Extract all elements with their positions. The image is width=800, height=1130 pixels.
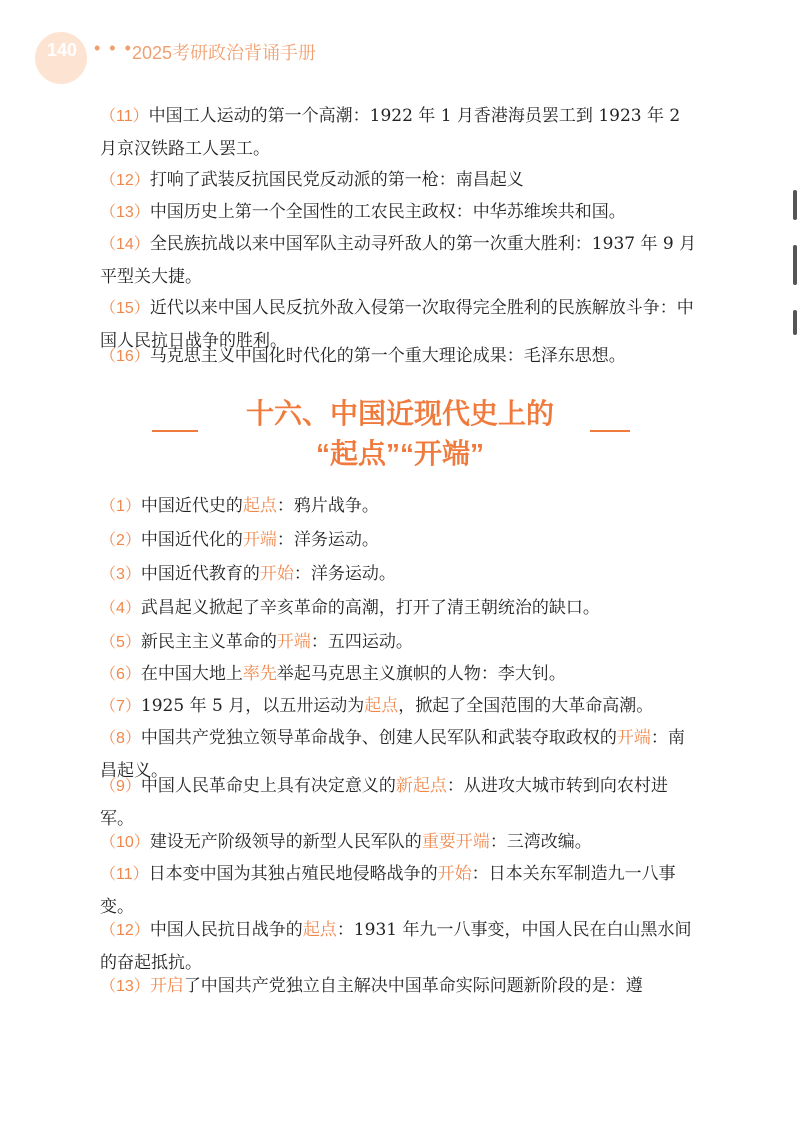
- item-text: 中国工人运动的第一个高潮：1922 年 1 月香港海员罢工到 1923 年 2 月京汉铁路工人罢工。: [100, 106, 681, 159]
- item-number: （5）: [100, 634, 141, 651]
- highlighted-term: 起点: [242, 496, 277, 516]
- item-number: （14）: [100, 236, 150, 253]
- item-text: ：鸦片战争。: [276, 496, 379, 516]
- item-number: （16）: [100, 348, 150, 365]
- item-number: （13）: [100, 978, 150, 995]
- item-number: （9）: [100, 778, 141, 795]
- item-text: 近代以来中国人民反抗外敌入侵第一次取得完全胜利的民族解放斗争：中国人民抗日战争的胜利。: [100, 298, 694, 351]
- item-text: 中国近代化的: [140, 530, 243, 550]
- item-text: ：南昌起义。: [100, 728, 685, 781]
- highlighted-term: 率先: [242, 664, 277, 684]
- item-text: ：洋务运动。: [276, 530, 379, 550]
- highlighted-term: 重要开端: [421, 832, 490, 852]
- item-text: 马克思主义中国化时代化的第一个重大理论成果：毛泽东思想。: [149, 346, 626, 366]
- book-title: 2025考研政治背诵手册: [132, 43, 317, 63]
- item-number: （8）: [100, 730, 141, 747]
- item-number: （1）: [100, 498, 141, 515]
- highlighted-term: 开始: [259, 564, 294, 584]
- highlighted-term: 开端: [616, 728, 651, 748]
- highlighted-term: 新起点: [395, 776, 447, 796]
- item-text: 武昌起义掀起了辛亥革命的高潮，打开了清王朝统治的缺口。: [140, 598, 600, 618]
- item-text: ：从进攻大城市转到向农村进军。: [100, 776, 668, 829]
- list-item: [100, 490, 700, 523]
- page-number: 140: [47, 40, 78, 60]
- list-item: [100, 558, 700, 591]
- highlighted-term: 起点: [364, 696, 399, 716]
- item-text: ，掀起了全国范围的大革命高潮。: [398, 696, 654, 716]
- highlighted-term: 起点: [302, 920, 337, 940]
- list-item: [100, 524, 700, 557]
- page-header: [0, 0, 800, 90]
- section-title-line2: “起点”“开端”: [315, 438, 484, 469]
- item-number: （4）: [100, 600, 141, 617]
- item-text: ：1931 年九一八事变，中国人民在白山黑水间的奋起抵抗。: [100, 920, 692, 973]
- item-text: 了中国共产党独立自主解决中国革命实际问题新阶段的是：遵: [183, 976, 643, 996]
- list-item: [100, 228, 700, 293]
- item-text: ：洋务运动。: [293, 564, 396, 584]
- list-item: [100, 658, 700, 691]
- item-number: （11）: [100, 108, 149, 125]
- item-text: 打响了武装反抗国民党反动派的第一枪：南昌起义: [149, 170, 524, 190]
- item-number: （6）: [100, 666, 141, 683]
- item-number: （2）: [100, 532, 141, 549]
- item-number: （12）: [100, 922, 150, 939]
- list-item: [100, 826, 700, 859]
- section-title-line1: 十六、中国近现代史上的: [245, 398, 554, 429]
- item-text: 中国近代教育的: [140, 564, 260, 584]
- item-text: 日本变中国为其独占殖民地侵略战争的: [148, 864, 438, 884]
- item-text: 中国共产党独立领导革命战争、创建人民军队和武装夺取政权的: [140, 728, 617, 748]
- list-item: [100, 592, 700, 625]
- page-edge-marks: [788, 150, 800, 350]
- list-item: [100, 196, 700, 229]
- header-dots: • • •: [94, 38, 133, 58]
- list-item: [100, 100, 700, 165]
- highlighted-term: 开始: [437, 864, 472, 884]
- item-text: 举起马克思主义旗帜的人物：李大钊。: [276, 664, 566, 684]
- item-number: （7）: [100, 698, 141, 715]
- item-text: ：三湾改编。: [489, 832, 592, 852]
- list-item: [100, 970, 700, 1003]
- item-text: 中国人民抗日战争的: [149, 920, 303, 940]
- item-text: ：日本关东军制造九一八事变。: [100, 864, 676, 917]
- item-text: 中国近代史的: [140, 496, 243, 516]
- item-number: （11）: [100, 866, 149, 883]
- item-text: 中国人民革命史上具有决定意义的: [140, 776, 396, 796]
- list-item: [100, 626, 700, 659]
- item-text: 建设无产阶级领导的新型人民军队的: [149, 832, 422, 852]
- item-number: （15）: [100, 300, 150, 317]
- item-number: （3）: [100, 566, 141, 583]
- item-text: 新民主主义革命的: [140, 632, 277, 652]
- item-number: （10）: [100, 834, 150, 851]
- item-number: （13）: [100, 204, 150, 221]
- list-item: [100, 690, 700, 723]
- list-item: [100, 164, 700, 197]
- item-text: ：五四运动。: [310, 632, 413, 652]
- highlighted-term: 开端: [276, 632, 311, 652]
- highlighted-term: 开端: [242, 530, 277, 550]
- item-number: （12）: [100, 172, 150, 189]
- item-text: 中国历史上第一个全国性的工农民主政权：中华苏维埃共和国。: [149, 202, 626, 222]
- list-item: [100, 340, 700, 373]
- item-text: 全民族抗战以来中国军队主动寻歼敌人的第一次重大胜利：1937 年 9 月平型关大捷。: [100, 234, 697, 287]
- item-text: 1925 年 5 月，以五卅运动为: [140, 696, 365, 716]
- item-text: 在中国大地上: [140, 664, 243, 684]
- highlighted-term: 开启: [149, 976, 184, 996]
